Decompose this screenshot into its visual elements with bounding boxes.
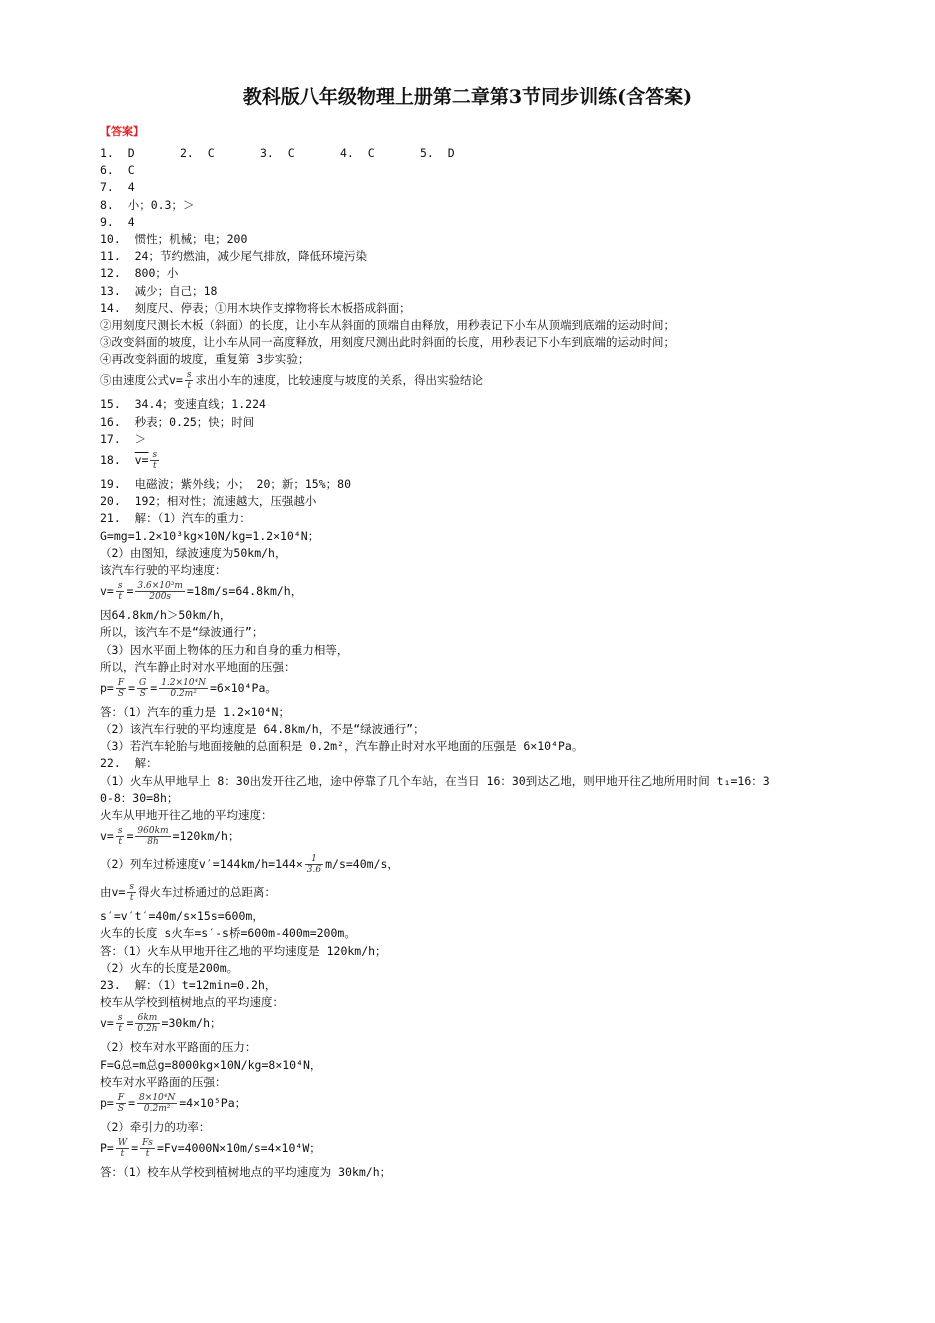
denominator: t xyxy=(118,837,122,848)
text-segment: ⑤由速度公式v= xyxy=(100,373,183,388)
answer-line: （3）因水平面上物体的压力和自身的重力相等， xyxy=(100,642,349,657)
fraction xyxy=(185,370,194,391)
denominator: 8h xyxy=(147,837,159,848)
answer-line-formula: P= $\frac{W}{t}$ = $\frac{Fs}{t}$ =Fv=4000N×10m/s=4×10⁴W； xyxy=(100,1138,321,1160)
answer-line: ②用刻度尺测长木板（斜面）的长度，让小车从斜面的顶端自由释放，用秒表记下小车从顶端到底端的运动时间； xyxy=(100,317,675,332)
answer-line: 火车的长度 s火车=s′-s桥=600m-400m=200m。 xyxy=(100,926,356,941)
document-title: 教科版八年级物理上册第二章第3节同步训练(含答案) xyxy=(242,86,693,108)
answer-line: 22. 解： xyxy=(100,756,158,771)
answer-line-formula xyxy=(100,852,840,880)
mc-answer: 4. C xyxy=(340,146,375,160)
denominator: t xyxy=(118,1024,122,1035)
answer-label: 【答案】 xyxy=(100,125,144,138)
fraction xyxy=(135,826,170,847)
answer-line: 21. 解：（1）汽车的重力： xyxy=(100,511,251,526)
text-segment: p= xyxy=(100,680,114,695)
numerator: F xyxy=(117,677,125,688)
answer-line-formula: v= $\frac{s}{t}$ = $\frac{6km}{0.2h}$ =30km/h； xyxy=(100,1013,222,1035)
answer-line: （1）火车从甲地早上 8：30出发开往乙地，途中停靠了几个车站，在当日 16：30到达乙地，则甲地开往乙地所用时间 t₁=16：3 xyxy=(100,773,770,788)
answer-line: 所以，汽车静止时对水平地面的压强： xyxy=(100,659,296,674)
fraction xyxy=(140,1138,155,1159)
denominator: 0.2m² xyxy=(143,1103,171,1114)
answer-line-formula: p= $\frac{F}{S}$ = $\frac{\text{8×10⁴N}}{\text{0.2m²}}$ =4×10⁵Pa； xyxy=(100,1092,247,1114)
numerator: 8×10⁴N xyxy=(139,1092,176,1103)
numerator: 960km xyxy=(137,826,169,837)
answer-line: （2）校车对水平路面的压力： xyxy=(100,1040,257,1055)
numerator: s xyxy=(186,370,192,381)
answer-line: G=mg=1.2×10³kg×10N/kg=1.2×10⁴N； xyxy=(100,528,320,543)
answer-line: （2）该汽车行驶的平均速度是 64.8km/h，不是“绿波通行”； xyxy=(100,722,425,737)
text-segment: =18m/s=64.8km/h， xyxy=(186,584,303,599)
answer-line: （3）若汽车轮胎与地面接触的总面积是 0.2m²，汽车静止时对水平地面的压强是 6×10⁴Pa。 xyxy=(100,739,584,754)
answer-line: 答：（1）汽车的重力是 1.2×10⁴N； xyxy=(100,704,290,719)
fraction xyxy=(135,581,184,602)
denominator: t xyxy=(152,461,157,471)
answer-line: （2）牵引力的功率： xyxy=(100,1119,211,1134)
answer-line: 23. 解：（1）t=12min=0.2h， xyxy=(100,977,277,992)
numerator: s xyxy=(117,581,123,592)
mc-answer: 5. D xyxy=(420,146,455,160)
denominator: 0.2h xyxy=(137,1024,158,1035)
fraction xyxy=(305,854,323,875)
denominator: S xyxy=(117,688,125,699)
answer-line: （2）由图知，绿波速度为50km/h， xyxy=(100,545,287,560)
answer-line: 因64.8km/h＞50km/h， xyxy=(100,608,232,623)
text-segment: =120km/h； xyxy=(172,829,240,844)
answer-line: 14. 刻度尺、停表；①用木块作支撑物将长木板搭成斜面； xyxy=(100,300,411,315)
answer-line-formula xyxy=(100,368,840,396)
fraction xyxy=(159,678,208,699)
answer-line-formula: v= $\frac{s}{t}$ = $\frac{960km}{8h}$ =120km/h； xyxy=(100,826,240,848)
numerator: s xyxy=(117,826,123,837)
numerator: s xyxy=(117,1013,123,1024)
denominator: t xyxy=(129,893,134,904)
denominator: 200s xyxy=(149,592,172,603)
answer-line: F=G总=m总g=8000kg×10N/kg=8×10⁴N， xyxy=(100,1057,322,1072)
answer-line: 校车对水平路面的压强： xyxy=(100,1074,227,1089)
answer-body xyxy=(100,145,840,1181)
text-segment: P= xyxy=(100,1141,114,1156)
text-segment: =30km/h； xyxy=(161,1016,222,1031)
text-segment: v= xyxy=(134,453,149,467)
answer-line: 答：（1）火车从甲地开往乙地的平均速度是 120km/h； xyxy=(100,943,387,958)
answer-line: ③改变斜面的坡度，让小车从同一高度释放，用刻度尺测出此时斜面的长度，用秒表记下小车到底端的运动时间； xyxy=(100,335,675,350)
fraction xyxy=(116,1013,125,1034)
answer-line: s′=v′t′=40m/s×15s=600m， xyxy=(100,909,264,924)
fraction xyxy=(137,678,148,699)
text-segment: v= xyxy=(100,584,114,599)
numerator: 3.6×10³m xyxy=(137,581,183,592)
answer-line-formula: v= $\frac{s}{t}$ = $\frac{\text{3.6×10³m}}{200s}$ =18m/s=64.8km/h， xyxy=(100,581,303,603)
fraction xyxy=(116,678,126,699)
answer-line: 所以，该汽车不是“绿波通行”； xyxy=(100,625,264,640)
denominator: S xyxy=(139,688,146,699)
answer-line: 11. 24；节约燃油，减少尾气排放，降低环境污染 xyxy=(100,249,367,264)
mc-answer: 3. C xyxy=(260,146,295,160)
fraction xyxy=(137,1093,177,1114)
text-segment: v= xyxy=(100,829,114,844)
answer-line: 6. C xyxy=(100,163,135,178)
answer-line-formula xyxy=(100,880,840,908)
text-segment: v= xyxy=(100,1016,114,1031)
answer-line: ④再改变斜面的坡度，重复第 3步实验； xyxy=(100,352,310,367)
answer-line: 17. ＞ xyxy=(100,431,147,446)
answer-line: 该汽车行驶的平均速度： xyxy=(100,562,227,577)
numerator: 1.2×10⁴N xyxy=(161,677,206,688)
text-segment: （2）列车过桥速度v′=144km/h=144× xyxy=(100,857,303,872)
answer-line: 火车从甲地开往乙地的平均速度： xyxy=(100,808,273,822)
denominator: t xyxy=(118,592,122,603)
mc-answer: 1. D xyxy=(100,146,135,160)
text-segment: m/s=40m/s， xyxy=(325,857,399,872)
fraction xyxy=(116,1138,129,1159)
numerator: F xyxy=(117,1092,125,1103)
answer-line-formula: p= $\frac{F}{S}$ = $\frac{G}{S}$ = $\frac{\text{1.2×10⁴N}}{\text{0.2m²}}$ =6×10⁴Pa。 xyxy=(100,677,277,699)
text-segment: 18. xyxy=(100,453,135,467)
numerator: s xyxy=(129,882,134,893)
text-segment: =Fv=4000N×10m/s=4×10⁴W； xyxy=(156,1141,321,1156)
answer-line: 7. 4 xyxy=(100,180,135,195)
text-segment: =6×10⁴Pa。 xyxy=(209,680,277,695)
answer-line: 19. 电磁波；紫外线；小； 20；新；15%；80 xyxy=(100,477,352,491)
answer-line: 20. 192；相对性；流速越大，压强越小 xyxy=(100,494,317,509)
answer-line: 9. 4 xyxy=(100,214,135,229)
answer-line: 13. 减少；自己；18 xyxy=(100,283,218,298)
answer-line: 0-8：30=8h； xyxy=(100,790,179,805)
numerator: s xyxy=(152,450,158,460)
denominator: t xyxy=(120,1149,125,1160)
denominator: t xyxy=(187,381,191,392)
fraction xyxy=(150,450,159,471)
numerator: G xyxy=(139,677,147,688)
answer-line: 校车从学校到植树地点的平均速度： xyxy=(100,995,284,1010)
fraction xyxy=(116,1093,126,1114)
multiple-choice-row xyxy=(100,145,840,162)
answer-line: 15. 34.4；变速直线；1.224 xyxy=(100,397,266,412)
answer-line: 12. 800；小 xyxy=(100,266,179,281)
mc-answer: 2. C xyxy=(180,146,215,160)
fraction xyxy=(127,882,136,903)
answer-line: 10. 惯性；机械；电；200 xyxy=(100,231,248,246)
numerator: Fs xyxy=(142,1138,153,1149)
answer-line: 16. 秒表；0.25；快；时间 xyxy=(100,414,255,429)
fraction xyxy=(116,826,125,847)
numerator: 1 xyxy=(305,854,323,865)
fraction xyxy=(116,581,125,602)
denominator: t xyxy=(145,1149,150,1160)
answer-line: （2）火车的长度是200m。 xyxy=(100,960,239,975)
numerator: W xyxy=(117,1138,128,1149)
denominator: 3.6 xyxy=(306,865,322,876)
denominator: 0.2m² xyxy=(170,688,197,699)
text-segment: 得火车过桥通过的总距离： xyxy=(137,885,276,900)
text-segment: 求出小车的速度，比较速度与坡度的关系，得出实验结论 xyxy=(195,373,483,388)
answer-line-formula xyxy=(100,448,840,476)
text-segment: =4×10⁵Pa； xyxy=(179,1095,247,1110)
fraction xyxy=(135,1013,159,1034)
text-segment: p= xyxy=(100,1095,114,1110)
answer-line: 8. 小；0.3；＞ xyxy=(100,197,195,212)
text-segment: 由v= xyxy=(100,885,126,900)
numerator: 6km xyxy=(135,1013,159,1024)
denominator: S xyxy=(117,1103,125,1114)
answer-line: 答：（1）校车从学校到植树地点的平均速度为 30km/h； xyxy=(100,1165,392,1180)
